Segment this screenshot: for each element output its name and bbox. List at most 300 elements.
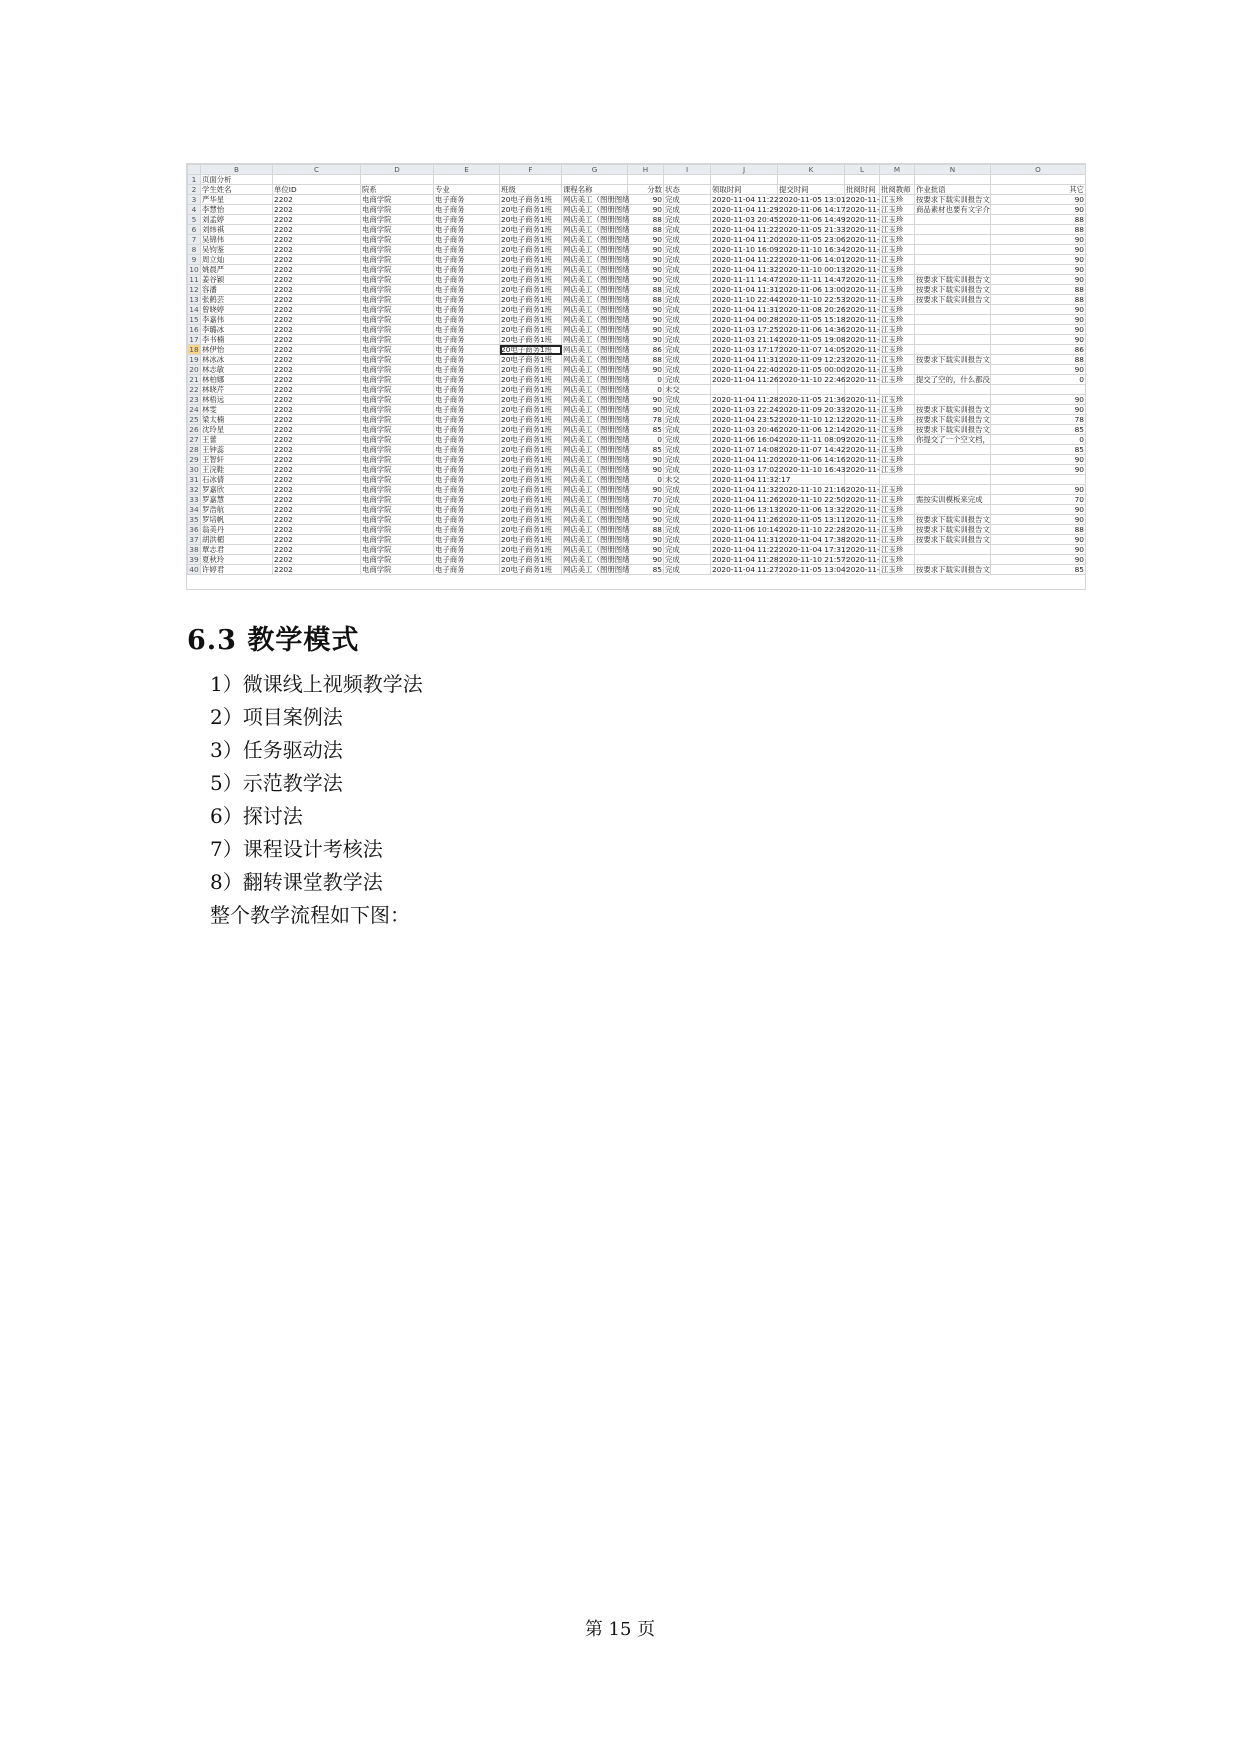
table-cell[interactable]: 20电子商务1班 <box>500 485 562 495</box>
table-cell[interactable] <box>845 175 880 185</box>
table-cell[interactable]: 江玉珍 <box>880 355 915 365</box>
table-cell[interactable]: 2020-11-06 13:00: <box>779 284 849 294</box>
table-cell[interactable] <box>991 475 1086 485</box>
table-cell[interactable]: 2020-11-04 17:38: <box>779 534 849 544</box>
table-cell[interactable]: 90 <box>991 545 1086 555</box>
table-cell[interactable]: 2020-11-03 20:46: <box>712 424 782 434</box>
row-number[interactable]: 31 <box>189 474 199 484</box>
table-cell[interactable]: 江玉珍 <box>880 205 915 215</box>
table-cell[interactable] <box>915 335 991 345</box>
table-cell[interactable]: 王钟蕊 <box>201 445 273 455</box>
table-cell[interactable]: 电子商务 <box>434 285 500 295</box>
row-number[interactable]: 24 <box>189 404 199 414</box>
table-cell[interactable]: 电商学院 <box>361 245 434 255</box>
table-cell[interactable]: 电子商务 <box>434 225 500 235</box>
table-cell[interactable]: 电子商务 <box>434 255 500 265</box>
table-cell[interactable]: 70 <box>991 495 1086 505</box>
table-cell[interactable]: 2020-11- <box>846 484 880 494</box>
table-cell[interactable]: 江玉珍 <box>880 255 915 265</box>
table-cell[interactable] <box>361 175 434 185</box>
table-cell[interactable]: 网店美工（图册图绪 <box>563 314 630 324</box>
table-cell[interactable]: 2020-11-10 00:13: <box>779 264 849 274</box>
table-cell[interactable]: 90 <box>628 545 664 555</box>
table-cell[interactable]: 电商学院 <box>361 325 434 335</box>
table-cell[interactable]: 电子商务 <box>434 485 500 495</box>
table-cell[interactable]: 江玉珍 <box>880 295 915 305</box>
table-cell[interactable]: 网店美工（图册图绪 <box>563 414 630 424</box>
table-cell[interactable]: 90 <box>991 265 1086 275</box>
table-cell[interactable]: 完成 <box>664 345 711 355</box>
row-number[interactable]: 13 <box>189 294 199 304</box>
table-cell[interactable]: 2020-11- <box>846 504 880 514</box>
table-cell[interactable]: 2020-11-05 15:18: <box>779 314 849 324</box>
table-cell[interactable]: 2202 <box>273 335 361 345</box>
table-cell[interactable]: 90 <box>628 235 664 245</box>
table-cell[interactable]: 2020-11-09 20:33: <box>779 404 849 414</box>
table-cell[interactable]: 江玉珍 <box>880 365 915 375</box>
table-cell[interactable]: 完成 <box>664 405 711 415</box>
table-cell[interactable]: 网店美工（图册图绪 <box>563 284 630 294</box>
table-cell[interactable]: 电子商务 <box>434 295 500 305</box>
table-cell[interactable]: 2020-11- <box>846 354 880 364</box>
table-cell[interactable]: 90 <box>991 235 1086 245</box>
table-cell[interactable]: 电商学院 <box>361 295 434 305</box>
table-cell[interactable]: 2020-11-04 11:20: <box>712 454 782 464</box>
table-cell[interactable]: 90 <box>991 515 1086 525</box>
table-cell[interactable]: 20电子商务1班 <box>500 425 562 435</box>
table-cell[interactable]: 88 <box>991 525 1086 535</box>
table-cell[interactable]: 90 <box>991 455 1086 465</box>
table-cell[interactable]: 江玉珍 <box>880 465 915 475</box>
table-cell[interactable]: 90 <box>991 505 1086 515</box>
table-cell[interactable]: 90 <box>991 555 1086 565</box>
table-cell[interactable] <box>915 235 991 245</box>
table-cell[interactable]: 90 <box>628 195 664 205</box>
table-cell[interactable]: 20电子商务1班 <box>500 315 562 325</box>
table-cell[interactable]: 电商学院 <box>361 235 434 245</box>
table-cell[interactable]: 20电子商务1班 <box>500 435 562 445</box>
table-cell[interactable]: 梁太楠 <box>201 415 273 425</box>
table-cell[interactable]: 完成 <box>664 205 711 215</box>
table-cell[interactable]: 网店美工（图册图绪 <box>563 424 630 434</box>
table-cell[interactable]: 2202 <box>273 565 361 575</box>
table-cell[interactable]: 88 <box>991 225 1086 235</box>
table-cell[interactable]: 李慧怡 <box>201 205 273 215</box>
table-cell[interactable]: 2020-11-06 14:17: <box>779 204 849 214</box>
table-cell[interactable] <box>915 365 991 375</box>
table-cell[interactable]: 90 <box>991 395 1086 405</box>
table-cell[interactable]: 需按实训模板来完成 <box>915 495 991 505</box>
table-cell[interactable]: 90 <box>991 305 1086 315</box>
table-cell[interactable]: 电商学院 <box>361 345 434 355</box>
table-cell[interactable]: 江玉珍 <box>880 455 915 465</box>
table-cell[interactable]: 90 <box>991 205 1086 215</box>
table-cell[interactable]: 电子商务 <box>434 265 500 275</box>
row-number[interactable]: 21 <box>189 374 199 384</box>
table-cell[interactable]: 刘孟婷 <box>201 215 273 225</box>
row-number[interactable]: 18 <box>189 344 199 354</box>
row-number[interactable]: 4 <box>188 205 201 215</box>
table-cell[interactable]: 完成 <box>664 215 711 225</box>
table-cell[interactable]: 网店美工（图册图绪 <box>563 544 630 554</box>
table-cell[interactable]: 70 <box>628 495 664 505</box>
table-cell[interactable]: 2202 <box>273 295 361 305</box>
table-cell[interactable] <box>711 175 778 185</box>
table-cell[interactable]: 2020-11-04 11:31: <box>712 284 782 294</box>
table-cell[interactable] <box>880 175 915 185</box>
table-cell[interactable]: 网店美工（图册图绪 <box>563 464 630 474</box>
table-cell[interactable]: 2020-11-04 17:31: <box>779 544 849 554</box>
table-cell[interactable]: 88 <box>991 295 1086 305</box>
table-cell[interactable]: 电商学院 <box>361 395 434 405</box>
table-cell[interactable]: 江玉珍 <box>880 265 915 275</box>
table-cell[interactable]: 2020-11-07 14:05: <box>779 344 849 354</box>
table-cell[interactable]: 完成 <box>664 515 711 525</box>
table-cell[interactable]: 2020-11-03 17:17: <box>712 344 782 354</box>
row-number[interactable]: 15 <box>189 314 199 324</box>
table-cell[interactable]: 2020-11-04 11:32: <box>712 264 782 274</box>
table-cell[interactable]: 2020-11-04 00:28: <box>712 314 782 324</box>
table-cell[interactable]: 2020-11- <box>846 424 880 434</box>
column-header[interactable]: M <box>880 165 915 175</box>
table-cell[interactable]: 90 <box>628 325 664 335</box>
table-cell[interactable]: 电子商务 <box>434 455 500 465</box>
table-cell[interactable]: 90 <box>991 465 1086 475</box>
table-cell[interactable]: 容潘 <box>201 285 273 295</box>
table-cell[interactable]: 20电子商务1班 <box>500 245 562 255</box>
table-cell[interactable]: 完成 <box>664 195 711 205</box>
table-cell[interactable]: 江玉珍 <box>880 555 915 565</box>
table-cell[interactable]: 电子商务 <box>434 195 500 205</box>
table-cell[interactable]: 江玉珍 <box>880 225 915 235</box>
table-cell[interactable]: 电子商务 <box>434 385 500 395</box>
table-cell[interactable]: 分数 <box>628 185 664 195</box>
table-cell[interactable]: 2202 <box>273 195 361 205</box>
table-cell[interactable]: 2020-11- <box>846 304 880 314</box>
table-cell[interactable]: 网店美工（图册图绪 <box>563 264 630 274</box>
table-cell[interactable]: 姚晨严 <box>201 265 273 275</box>
table-cell[interactable]: 电商学院 <box>361 455 434 465</box>
row-number[interactable]: 2 <box>188 185 201 195</box>
table-cell[interactable]: 20电子商务1班 <box>500 305 562 315</box>
table-cell[interactable]: 完成 <box>664 415 711 425</box>
table-cell[interactable] <box>915 505 991 515</box>
table-cell[interactable]: 林冰冰 <box>201 355 273 365</box>
table-cell[interactable]: 2020-11- <box>846 554 880 564</box>
table-cell[interactable] <box>915 225 991 235</box>
table-cell[interactable]: 电子商务 <box>434 545 500 555</box>
table-cell[interactable]: 电子商务 <box>434 235 500 245</box>
table-cell[interactable]: 2020-11-11 14:47: <box>712 274 782 284</box>
row-number[interactable]: 14 <box>189 304 199 314</box>
table-cell[interactable]: 石冰倩 <box>201 475 273 485</box>
table-cell[interactable]: 2020-11- <box>846 374 880 384</box>
table-cell[interactable]: 电子商务 <box>434 535 500 545</box>
table-cell[interactable]: 电商学院 <box>361 355 434 365</box>
table-cell[interactable]: 电商学院 <box>361 405 434 415</box>
table-cell[interactable]: 2020-11-10 16:34: <box>779 244 849 254</box>
table-cell[interactable]: 90 <box>628 205 664 215</box>
table-cell[interactable]: 电商学院 <box>361 565 434 575</box>
table-cell[interactable]: 林伊怡 <box>201 345 273 355</box>
table-cell[interactable]: 78 <box>991 415 1086 425</box>
table-cell[interactable]: 按要求下载实训报告文 <box>916 414 990 424</box>
table-cell[interactable]: 2020-11-05 13:04: <box>779 564 849 574</box>
table-cell[interactable]: 2202 <box>273 285 361 295</box>
table-cell[interactable]: 网店美工（图册图绪 <box>563 384 630 394</box>
row-number[interactable]: 40 <box>189 564 199 574</box>
table-cell[interactable]: 2020-11-06 13:13: <box>712 504 782 514</box>
table-cell[interactable]: 林晓芹 <box>201 385 273 395</box>
table-cell[interactable]: 20电子商务1班 <box>500 455 562 465</box>
table-cell[interactable]: 88 <box>991 215 1086 225</box>
table-cell[interactable]: 江玉珍 <box>880 435 915 445</box>
table-cell[interactable]: 2020-11- <box>846 464 880 474</box>
table-cell[interactable]: 20电子商务1班 <box>500 235 562 245</box>
table-cell[interactable]: 网店美工（图册图绪 <box>563 444 630 454</box>
table-cell[interactable]: 完成 <box>664 275 711 285</box>
table-cell[interactable]: 85 <box>628 425 664 435</box>
table-cell[interactable]: 电商学院 <box>361 275 434 285</box>
column-header[interactable]: F <box>500 165 562 175</box>
table-cell[interactable] <box>915 215 991 225</box>
table-cell[interactable]: 完成 <box>664 445 711 455</box>
table-cell[interactable]: 2020-11- <box>846 404 880 414</box>
table-cell[interactable]: 完成 <box>664 565 711 575</box>
table-cell[interactable]: 2020-11- <box>846 394 880 404</box>
table-cell[interactable]: 90 <box>628 395 664 405</box>
table-cell[interactable]: 李书楠 <box>201 335 273 345</box>
table-cell[interactable] <box>991 385 1086 395</box>
table-cell[interactable]: 按要求下载实训报告文 <box>916 564 990 574</box>
table-cell[interactable]: 完成 <box>664 295 711 305</box>
table-cell[interactable]: 翁美丹 <box>201 525 273 535</box>
column-header[interactable]: D <box>361 165 434 175</box>
column-header[interactable]: E <box>434 165 500 175</box>
row-number[interactable]: 33 <box>189 494 199 504</box>
row-number[interactable]: 26 <box>189 424 199 434</box>
table-cell[interactable]: 网店美工（图册图绪 <box>563 214 630 224</box>
table-cell[interactable]: 电子商务 <box>434 475 500 485</box>
table-cell[interactable]: 胡洪楣 <box>201 535 273 545</box>
column-header[interactable]: B <box>201 165 273 175</box>
table-cell[interactable] <box>915 465 991 475</box>
table-cell[interactable]: 网店美工（图册图绪 <box>563 354 630 364</box>
table-cell[interactable] <box>845 475 880 485</box>
table-cell[interactable]: 电子商务 <box>434 305 500 315</box>
table-cell[interactable]: 2202 <box>273 545 361 555</box>
table-cell[interactable]: 2020-11-04 11:22: <box>712 254 782 264</box>
table-cell[interactable]: 电商学院 <box>361 465 434 475</box>
row-number[interactable]: 19 <box>189 354 199 364</box>
table-cell[interactable]: 2020-11-11 08:09: <box>779 434 849 444</box>
table-cell[interactable]: 江玉珍 <box>880 495 915 505</box>
table-cell[interactable]: 班级 <box>500 185 562 195</box>
table-cell[interactable]: 电商学院 <box>361 335 434 345</box>
table-cell[interactable]: 90 <box>991 245 1086 255</box>
table-cell[interactable]: 85 <box>628 565 664 575</box>
column-header[interactable]: O <box>991 165 1086 175</box>
table-cell[interactable]: 20电子商务1班 <box>500 475 562 485</box>
table-cell[interactable]: 其它 <box>991 185 1086 195</box>
table-cell[interactable]: 2202 <box>273 435 361 445</box>
row-number[interactable]: 35 <box>189 514 199 524</box>
table-cell[interactable]: 电商学院 <box>361 495 434 505</box>
table-cell[interactable]: 90 <box>628 455 664 465</box>
table-cell[interactable]: 江玉珍 <box>880 285 915 295</box>
table-cell[interactable]: 电商学院 <box>361 415 434 425</box>
table-cell[interactable]: 20电子商务1班 <box>500 275 562 285</box>
table-cell[interactable]: 许婷君 <box>201 565 273 575</box>
table-cell[interactable]: 作业批语 <box>915 185 991 195</box>
table-cell[interactable]: 90 <box>628 315 664 325</box>
row-number[interactable]: 9 <box>188 255 201 265</box>
table-cell[interactable]: 完成 <box>664 285 711 295</box>
table-cell[interactable]: 20电子商务1班 <box>500 255 562 265</box>
table-cell[interactable]: 90 <box>628 265 664 275</box>
table-cell[interactable]: 网店美工（图册图绪 <box>563 364 630 374</box>
table-cell[interactable]: 2020-11-10 21:16: <box>779 484 849 494</box>
table-cell[interactable]: 2020-11-04 11:32:17 <box>712 474 791 484</box>
table-cell[interactable] <box>915 325 991 335</box>
table-cell[interactable]: 江玉珍 <box>880 515 915 525</box>
table-cell[interactable]: 完成 <box>664 375 711 385</box>
table-cell[interactable]: 网店美工（图册图绪 <box>563 194 630 204</box>
row-number[interactable]: 22 <box>189 384 199 394</box>
table-cell[interactable]: 江玉珍 <box>880 395 915 405</box>
table-cell[interactable]: 完成 <box>664 495 711 505</box>
table-cell[interactable]: 电商学院 <box>361 385 434 395</box>
table-cell[interactable]: 2020-11- <box>846 264 880 274</box>
table-cell[interactable]: 罗嘉慧 <box>201 495 273 505</box>
table-cell[interactable]: 20电子商务1班 <box>500 505 562 515</box>
table-cell[interactable]: 2020-11- <box>846 564 880 574</box>
table-cell[interactable]: 完成 <box>664 485 711 495</box>
table-cell[interactable]: 按要求下载实训报告文 <box>916 524 990 534</box>
table-cell[interactable]: 2202 <box>273 215 361 225</box>
table-cell[interactable]: 江玉珍 <box>880 335 915 345</box>
table-cell[interactable]: 78 <box>628 415 664 425</box>
table-cell[interactable]: 20电子商务1班 <box>500 555 562 565</box>
table-cell[interactable]: 电商学院 <box>361 215 434 225</box>
table-cell[interactable]: 江玉珍 <box>880 505 915 515</box>
table-cell[interactable]: 2020-11- <box>846 534 880 544</box>
row-number[interactable]: 27 <box>189 434 199 444</box>
table-cell[interactable]: 2202 <box>273 485 361 495</box>
table-cell[interactable]: 电子商务 <box>434 425 500 435</box>
table-cell[interactable]: 20电子商务1班 <box>500 325 562 335</box>
table-cell[interactable]: 电子商务 <box>434 495 500 505</box>
row-number[interactable]: 17 <box>189 334 199 344</box>
row-number[interactable]: 16 <box>189 324 199 334</box>
table-cell[interactable]: 2020-11- <box>846 244 880 254</box>
table-cell[interactable]: 2020-11-03 17:02: <box>712 464 782 474</box>
table-cell[interactable]: 2202 <box>273 375 361 385</box>
table-cell[interactable]: 2020-11- <box>846 194 880 204</box>
table-cell[interactable]: 90 <box>628 275 664 285</box>
table-cell[interactable]: 电商学院 <box>361 425 434 435</box>
table-cell[interactable]: 88 <box>628 285 664 295</box>
table-cell[interactable] <box>664 175 711 185</box>
table-cell[interactable]: 90 <box>628 555 664 565</box>
table-cell[interactable]: 2020-11-10 22:28: <box>779 524 849 534</box>
table-cell[interactable]: 电商学院 <box>361 205 434 215</box>
table-cell[interactable]: 院系 <box>361 185 434 195</box>
table-cell[interactable]: 2020-11-04 11:22: <box>712 224 782 234</box>
table-cell[interactable]: 90 <box>628 335 664 345</box>
table-cell[interactable]: 完成 <box>664 255 711 265</box>
table-cell[interactable]: 90 <box>628 405 664 415</box>
table-cell[interactable]: 2202 <box>273 275 361 285</box>
table-cell[interactable]: 2020-11- <box>846 544 880 554</box>
table-cell[interactable]: 完成 <box>664 265 711 275</box>
table-cell[interactable]: 按要求下载实训报告文 <box>916 424 990 434</box>
table-cell[interactable]: 20电子商务1班 <box>500 445 562 455</box>
table-cell[interactable]: 电子商务 <box>434 315 500 325</box>
table-cell[interactable]: 网店美工（图册图绪 <box>563 234 630 244</box>
table-cell[interactable]: 电子商务 <box>434 355 500 365</box>
table-cell[interactable]: 2020-11-06 14:01: <box>779 254 849 264</box>
table-cell[interactable]: 2020-11-05 21:33: <box>779 224 849 234</box>
table-cell[interactable]: 电子商务 <box>434 205 500 215</box>
table-cell[interactable]: 2020-11-08 20:26: <box>779 304 849 314</box>
table-cell[interactable]: 2020-11-03 21:14: <box>712 334 782 344</box>
table-cell[interactable]: 2020-11- <box>846 284 880 294</box>
column-header[interactable]: K <box>778 165 845 175</box>
table-cell[interactable]: 2020-11-10 22:53: <box>779 294 849 304</box>
table-cell[interactable]: 电商学院 <box>361 525 434 535</box>
table-cell[interactable]: 0 <box>628 375 664 385</box>
table-cell[interactable]: 2020-11- <box>846 234 880 244</box>
table-cell[interactable]: 网店美工（图册图绪 <box>563 224 630 234</box>
table-cell[interactable]: 20电子商务1班 <box>500 205 562 215</box>
table-cell[interactable]: 2020-11-04 23:52: <box>712 414 782 424</box>
table-cell[interactable]: 按要求下载实训报告文 <box>916 534 990 544</box>
table-cell[interactable]: 完成 <box>664 315 711 325</box>
table-cell[interactable]: 2020-11- <box>846 364 880 374</box>
table-cell[interactable]: 完成 <box>664 325 711 335</box>
table-cell[interactable]: 状态 <box>664 185 711 195</box>
table-cell[interactable]: 20电子商务1班 <box>500 285 562 295</box>
table-cell[interactable] <box>915 305 991 315</box>
table-cell[interactable]: 你提交了一个空文档， <box>916 434 990 444</box>
table-cell[interactable]: 网店美工（图册图绪 <box>563 204 630 214</box>
row-number[interactable]: 10 <box>189 264 199 274</box>
table-cell[interactable]: 完成 <box>664 235 711 245</box>
table-cell[interactable]: 2202 <box>273 355 361 365</box>
table-cell[interactable]: 20电子商务1班 <box>500 405 562 415</box>
table-cell[interactable]: 20电子商务1班 <box>500 225 562 235</box>
table-cell[interactable]: 2202 <box>273 525 361 535</box>
table-cell[interactable]: 2020-11- <box>846 444 880 454</box>
table-cell[interactable] <box>915 175 991 185</box>
table-cell[interactable]: 电商学院 <box>361 375 434 385</box>
row-number[interactable]: 37 <box>189 534 199 544</box>
table-cell[interactable]: 网店美工（图册图绪 <box>563 504 630 514</box>
table-cell[interactable]: 按要求下载实训报告文 <box>916 194 990 204</box>
table-cell[interactable]: 未交 <box>664 475 711 485</box>
table-cell[interactable] <box>273 175 361 185</box>
table-cell[interactable]: 完成 <box>664 355 711 365</box>
table-cell[interactable]: 2020-11-07 14:08: <box>712 444 782 454</box>
table-cell[interactable]: 严华星 <box>201 195 273 205</box>
table-cell[interactable]: 江玉珍 <box>880 235 915 245</box>
table-cell[interactable]: 0 <box>991 375 1086 385</box>
table-cell[interactable]: 曾晓婷 <box>201 305 273 315</box>
table-cell[interactable]: 周立灿 <box>201 255 273 265</box>
table-cell[interactable]: 按要求下载实训报告文 <box>916 284 990 294</box>
table-cell[interactable]: 网店美工（图册图绪 <box>563 554 630 564</box>
